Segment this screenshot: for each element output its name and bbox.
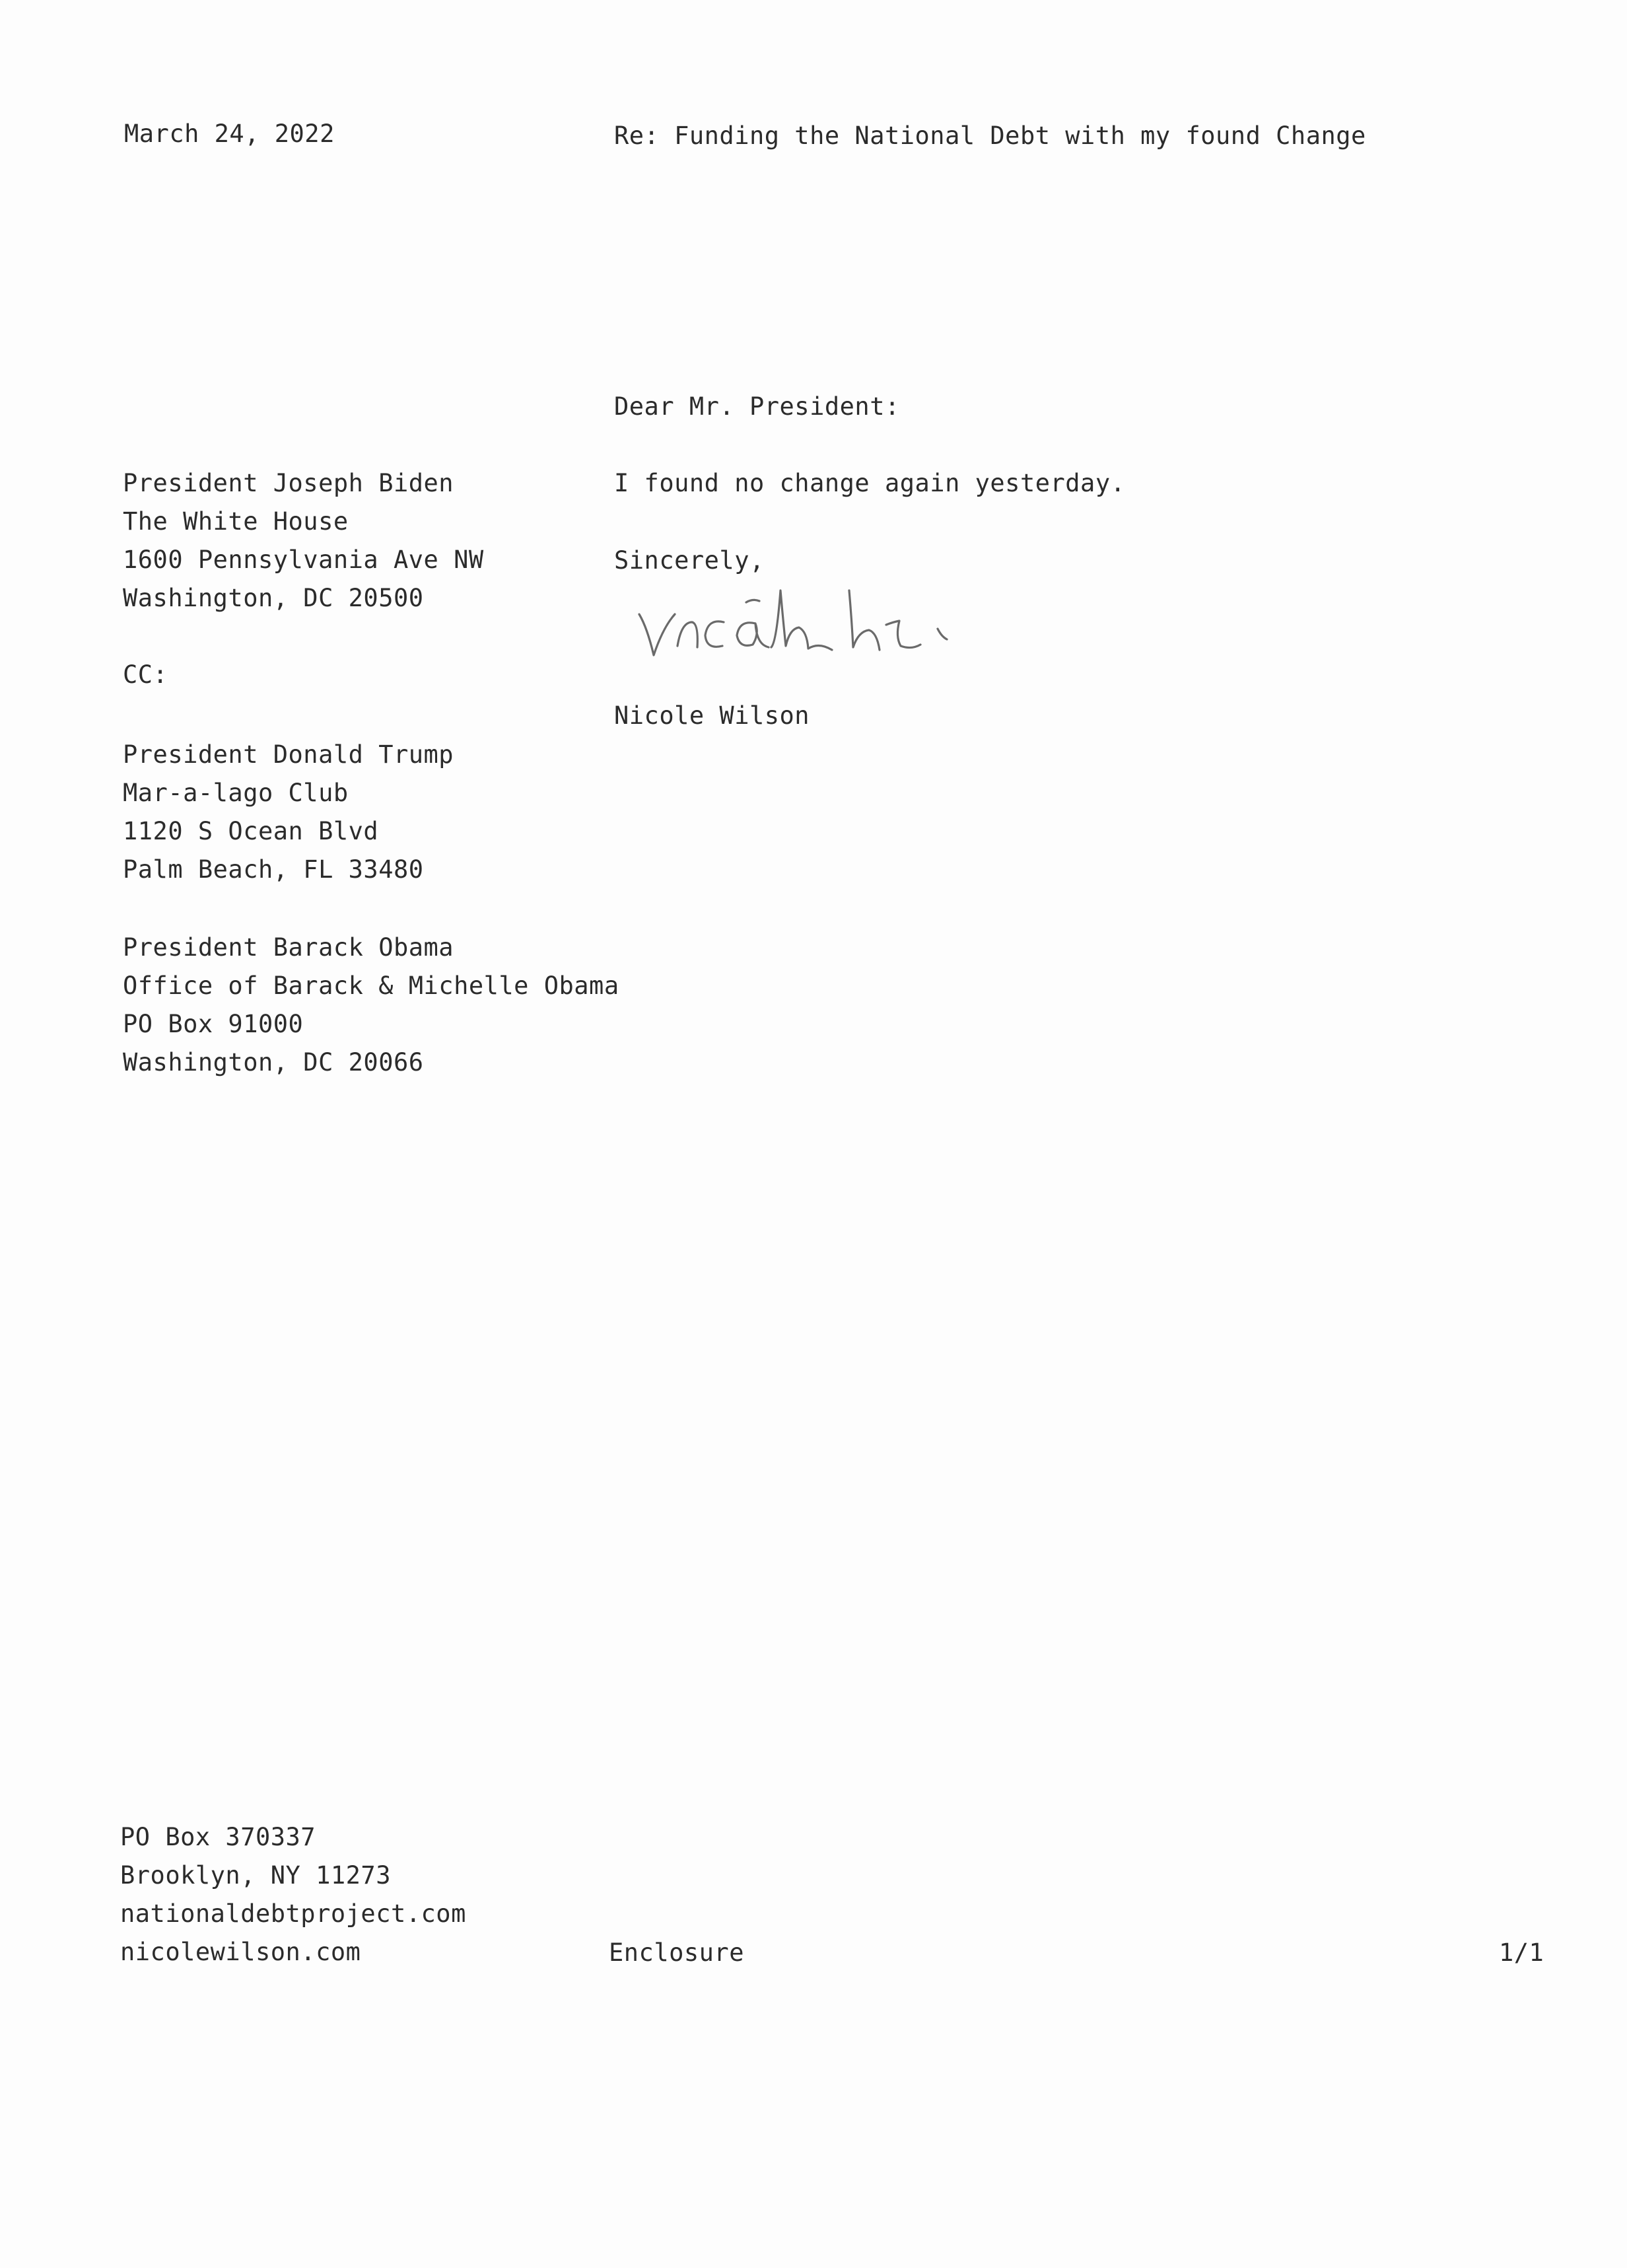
sender-address-line: Brooklyn, NY 11273 <box>120 1861 391 1890</box>
enclosure-label: Enclosure <box>609 1938 744 1967</box>
recipient-line: President Joseph Biden <box>123 469 454 497</box>
sender-name: Nicole Wilson <box>614 701 810 730</box>
sender-address <box>120 1818 466 1971</box>
page-number: 1/1 <box>1499 1938 1544 1967</box>
recipient-address <box>123 464 484 618</box>
recipient-line: Washington, DC 20500 <box>123 584 424 612</box>
cc-recipient-line: Washington, DC 20066 <box>123 1048 424 1077</box>
letter-body: I found no change again yesterday. <box>614 469 1126 497</box>
closing: Sincerely, <box>614 546 765 575</box>
recipient-line: The White House <box>123 507 349 536</box>
cc-label: CC: <box>123 660 168 689</box>
cc-recipient-address <box>123 736 454 889</box>
cc-recipient-address <box>123 929 619 1082</box>
cc-recipient-line: President Barack Obama <box>123 933 454 962</box>
recipient-line: 1600 Pennsylvania Ave NW <box>123 546 484 574</box>
salutation: Dear Mr. President: <box>614 392 900 421</box>
cc-recipient-line: President Donald Trump <box>123 740 454 769</box>
cc-recipient-line: 1120 S Ocean Blvd <box>123 817 379 845</box>
sender-website: nationaldebtproject.com <box>120 1899 466 1928</box>
cc-recipient-line: Mar-a-lago Club <box>123 779 349 807</box>
cc-recipient-line: Palm Beach, FL 33480 <box>123 855 424 884</box>
cc-recipient-line: PO Box 91000 <box>123 1010 304 1038</box>
letter-date: March 24, 2022 <box>124 120 335 148</box>
sender-address-line: PO Box 370337 <box>120 1823 316 1851</box>
letter-subject: Re: Funding the National Debt with my found Change <box>614 122 1366 150</box>
cc-recipient-line: Office of Barack & Michelle Obama <box>123 972 619 1000</box>
handwritten-signature <box>634 581 990 680</box>
sender-website: nicolewilson.com <box>120 1938 361 1966</box>
